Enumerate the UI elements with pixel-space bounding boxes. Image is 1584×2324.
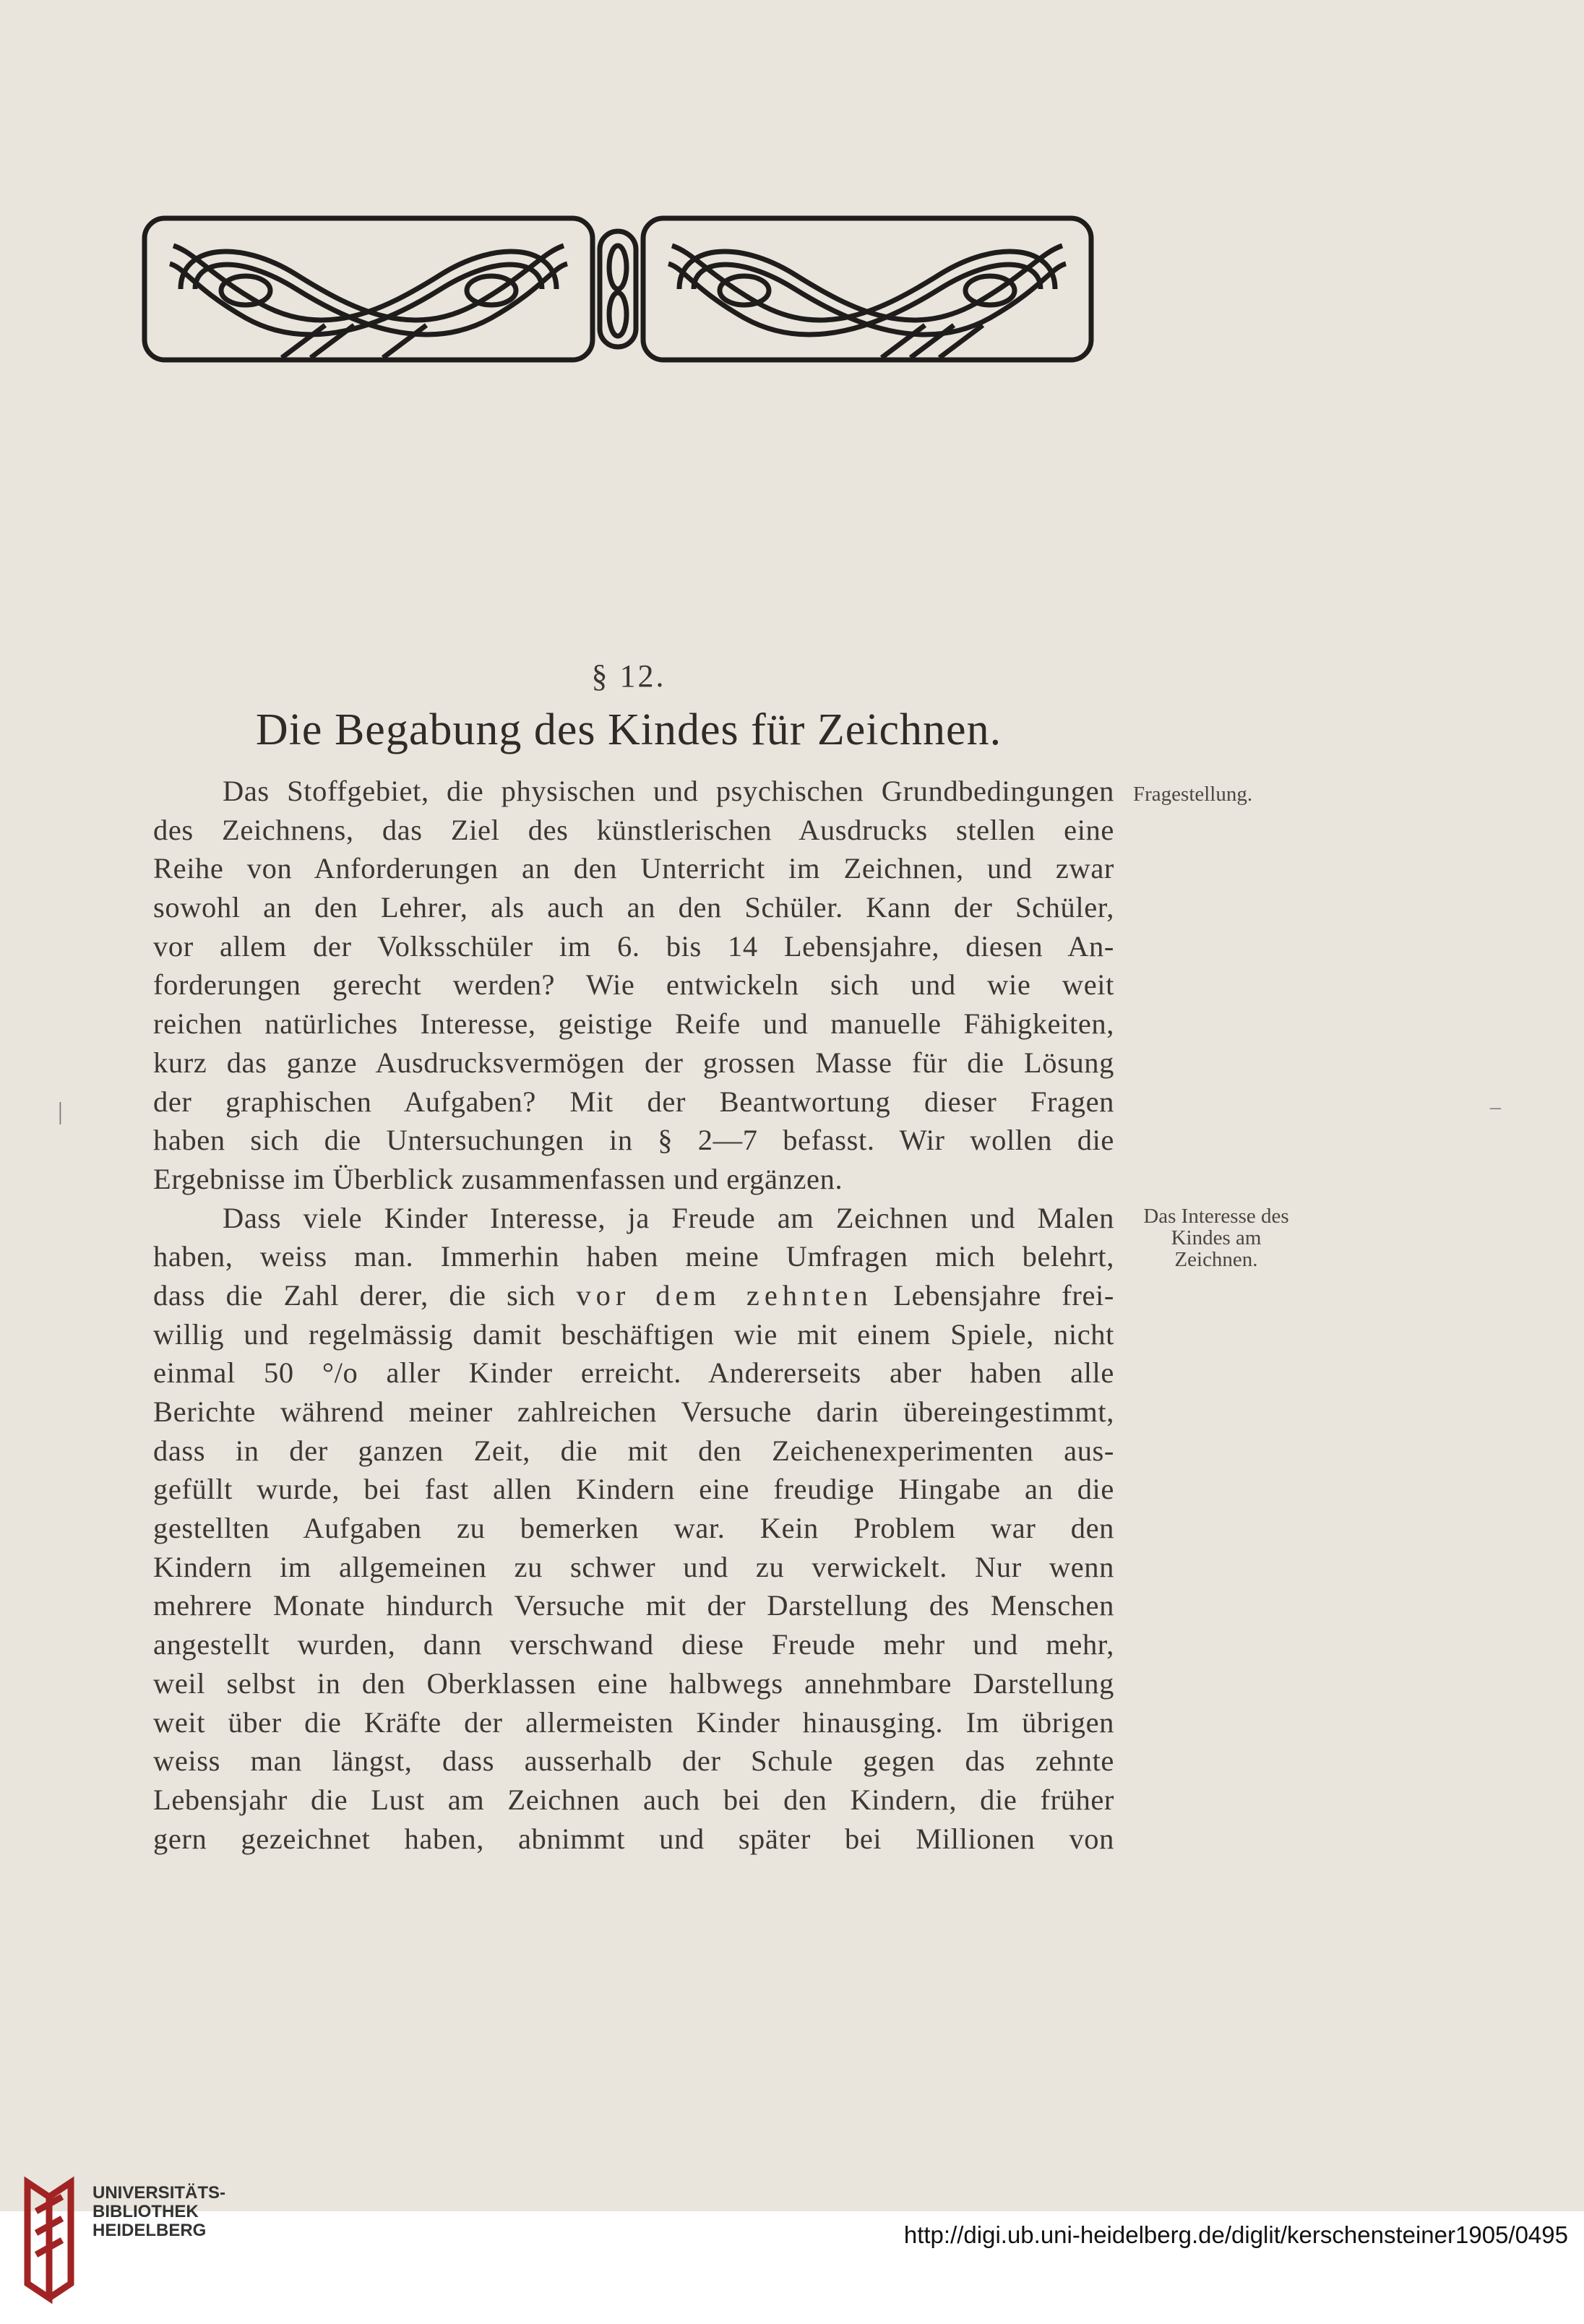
text-line: forderungen gerecht werden? Wie entwickeln sich und wie weit [153, 968, 1114, 1002]
library-name-line: BIBLIOTHEK [92, 2202, 199, 2221]
text-line: weit über die Kräfte der allermeisten Kinder hinausging. Im übrigen [153, 1705, 1114, 1739]
text-line: mehrere Monate hindurch Versuche mit der Darstellung des Menschen [153, 1589, 1114, 1622]
text-line: kurz das ganze Ausdrucksvermögen der grossen Masse für die Lösung [153, 1046, 1114, 1079]
text-line: sowohl an den Lehrer, als auch an den Schüler. Kann der Schüler, [153, 891, 1114, 924]
university-library-logo [20, 2175, 78, 2305]
text-line: gestellten Aufgaben zu bemerken war. Kein Problem war den [153, 1512, 1114, 1545]
text-line: Lebensjahr die Lust am Zeichnen auch bei den Kindern, die früher [153, 1783, 1114, 1816]
text-fragment: dass die Zahl derer, die sich [153, 1278, 556, 1312]
text-line: Berichte während meiner zahlreichen Versuche darin übereingestimmt, [153, 1395, 1114, 1428]
text-line: Reihe von Anforderungen an den Unterricht im Zeichnen, und zwar [153, 852, 1114, 885]
margin-note-line: Kindes am [1171, 1226, 1262, 1249]
library-name-line: UNIVERSITÄTS- [92, 2183, 226, 2203]
margin-note-question: Fragestellung. [1133, 783, 1253, 806]
text-line: des Zeichnens, das Ziel des künstlerischen Ausdrucks stellen eine [153, 813, 1114, 846]
spaced-emphasis: vor dem zehnten [576, 1278, 873, 1312]
text-line: weiss man längst, dass ausserhalb der Schule gegen das zehnte [153, 1744, 1114, 1778]
text-line: gern gezeichnet haben, abnimmt und später bei Millionen von [153, 1822, 1114, 1855]
text-line: dass in der ganzen Zeit, die mit den Zeichenexperimenten aus- [153, 1434, 1114, 1467]
text-line: reichen natürliches Interesse, geistige Reife und manuelle Fähigkeiten, [153, 1007, 1114, 1041]
text-line [153, 1276, 1114, 1315]
text-line: angestellt wurden, dann verschwand diese Freude mehr und mehr, [153, 1628, 1114, 1661]
text-line: der graphischen Aufgaben? Mit der Beantwortung dieser Fragen [153, 1085, 1114, 1118]
decorative-ornament-banner [137, 210, 1098, 376]
text-line: gefüllt wurde, bei fast allen Kindern eine freudige Hingabe an die [153, 1473, 1114, 1506]
text-line: Ergebnisse im Überblick zusammenfassen und ergänzen. [153, 1162, 843, 1195]
text-line: willig und regelmässig damit beschäftigen wie mit einem Spiele, nicht [153, 1317, 1114, 1351]
chapter-title: Die Begabung des Kindes für Zeichnen. [255, 705, 1002, 754]
text-fragment: Lebensjahre frei- [893, 1278, 1114, 1312]
page-mark: – [1490, 1095, 1501, 1119]
text-line: Dass viele Kinder Interesse, ja Freude am Zeichnen und Malen [223, 1201, 1114, 1234]
library-name-line: HEIDELBERG [92, 2221, 207, 2240]
margin-note-interest [1111, 1205, 1321, 1270]
text-line: haben sich die Untersuchungen in § 2—7 befasst. Wir wollen die [153, 1124, 1114, 1157]
margin-note-line: Zeichnen. [1174, 1248, 1258, 1271]
text-line: vor allem der Volksschüler im 6. bis 14 Lebensjahre, diesen An- [153, 929, 1114, 963]
source-url-link[interactable]: http://digi.ub.uni-heidelberg.de/diglit/kerschensteiner1905/0495 [903, 2221, 1568, 2248]
margin-note-line: Das Interesse des [1143, 1205, 1289, 1228]
text-line: einmal 50 °/o aller Kinder erreicht. Andererseits aber haben alle [153, 1356, 1114, 1390]
section-number: § 12. [591, 658, 666, 694]
text-line: haben, weiss man. Immerhin haben meine Umfragen mich belehrt, [153, 1240, 1114, 1273]
page-mark: | [58, 1098, 63, 1125]
library-name [92, 2184, 225, 2240]
text-line: Das Stoffgebiet, die physischen und psychischen Grundbedingungen [223, 775, 1114, 807]
text-line: weil selbst in den Oberklassen eine halbwegs annehmbare Darstellung [153, 1666, 1114, 1700]
body-text [153, 772, 1114, 1858]
text-line: Kindern im allgemeinen zu schwer und zu verwickelt. Nur wenn [153, 1550, 1114, 1583]
